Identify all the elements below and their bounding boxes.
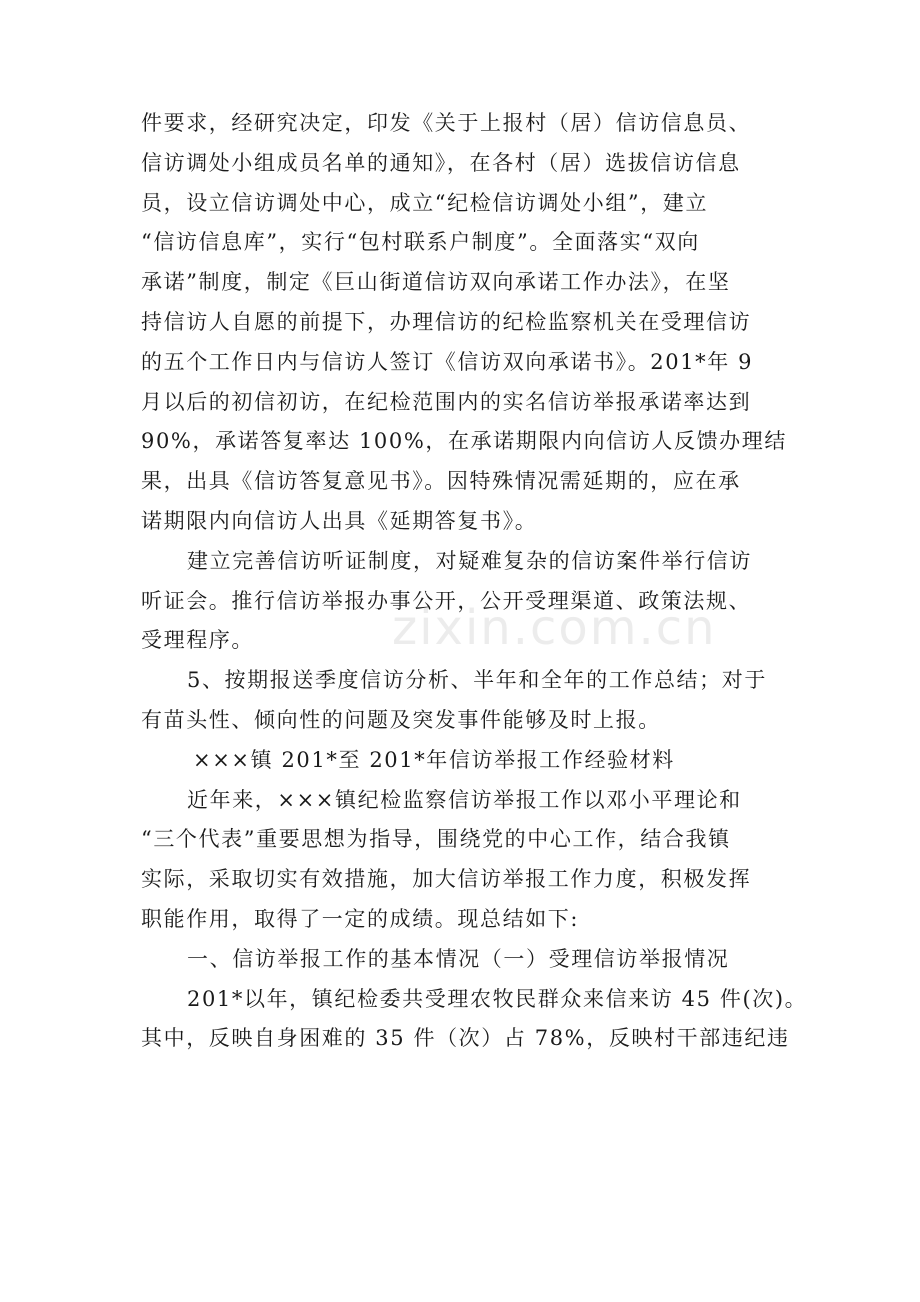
text-line: 果，出具《信访答复意见书》。因特殊情况需延期的，应在承	[141, 469, 741, 494]
text-line: 员，设立信访调处中心，成立“纪检信访调处小组”，建立	[141, 190, 709, 215]
text-line: 受理程序。	[141, 628, 254, 653]
watermark-text: zixin.com.cn	[392, 600, 717, 656]
text-line: “信访信息库”，实行“包村联系户制度”。全面落实“双向	[141, 230, 700, 255]
paragraph-start-line: 近年来，×××镇纪检监察信访举报工作以邓小平理论和	[187, 787, 742, 812]
text-line: 件要求，经研究决定，印发《关于上报村（居）信访信息员、	[141, 111, 752, 135]
paragraph-start-line: 建立完善信访听证制度，对疑难复杂的信访案件举行信访	[187, 548, 752, 573]
text-line: 的五个工作日内与信访人签订《信访双向承诺书》。201*年 9	[141, 349, 754, 374]
text-line: 90%，承诺答复率达 100%，在承诺期限内向信访人反馈办理结	[141, 429, 787, 454]
text-line: 有苗头性、倾向性的问题及突发事件能够及时上报。	[141, 707, 661, 732]
text-line: 实际，采取切实有效措施，加大信访举报工作力度，积极发挥	[141, 867, 752, 892]
text-line: 月以后的初信初访，在纪检范围内的实名信访举报承诺率达到	[141, 389, 752, 414]
text-line: 职能作用，取得了一定的成绩。现总结如下:	[141, 906, 580, 931]
text-line: 诺期限内向信访人出具《延期答复书》。	[141, 508, 538, 533]
document-body	[141, 104, 808, 1059]
section-title-line: ×××镇 201*至 201*年信访举报工作经验材料	[193, 747, 675, 772]
heading-line: 一、信访举报工作的基本情况（一）受理信访举报情况	[187, 946, 730, 971]
paragraph-start-line: 5、按期报送季度信访分析、半年和全年的工作总结；对于	[187, 668, 767, 693]
text-line: “三个代表”重要思想为指导，围绕党的中心工作，结合我镇	[141, 827, 731, 852]
text-line: 持信访人自愿的前提下，办理信访的纪检监察机关在受理信访	[141, 309, 752, 334]
text-line: 其中，反映自身困难的 35 件（次）占 78%，反映村干部违纪违	[141, 1026, 790, 1051]
text-line: 听证会。推行信访举报办事公开，公开受理渠道、政策法规、	[141, 588, 752, 613]
text-line: 信访调处小组成员名单的通知》，在各村（居）选拔信访信息	[141, 150, 741, 175]
text-line: 承诺”制度，制定《巨山街道信访双向承诺工作办法》，在坚	[141, 270, 731, 295]
paragraph-start-line: 201*以年，镇纪检委共受理农牧民群众来信来访 45 件(次)。	[187, 986, 808, 1011]
